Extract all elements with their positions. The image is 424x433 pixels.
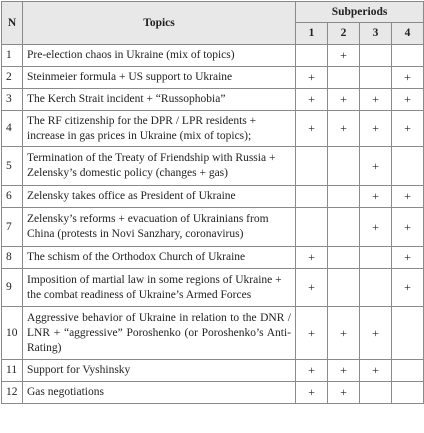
row-number: 6 — [2, 186, 23, 208]
row-mark — [328, 147, 360, 186]
row-topic: Support for Vyshinsky — [23, 360, 296, 382]
row-mark: + — [328, 382, 360, 404]
row-number: 4 — [2, 111, 23, 147]
row-mark — [360, 247, 392, 269]
row-mark: + — [392, 247, 424, 269]
row-mark — [360, 382, 392, 404]
table-row — [2, 45, 424, 67]
row-topic: The schism of the Orthodox Church of Ukraine — [23, 247, 296, 269]
header-subperiod-4: 4 — [392, 23, 424, 45]
row-topic: Gas negotiations — [23, 382, 296, 404]
row-mark — [328, 269, 360, 307]
row-mark: + — [296, 89, 328, 111]
table-row — [2, 67, 424, 89]
row-mark: + — [328, 307, 360, 360]
row-mark: + — [328, 111, 360, 147]
table-header — [2, 2, 424, 45]
row-mark — [360, 67, 392, 89]
row-mark: + — [296, 307, 328, 360]
row-mark: + — [392, 111, 424, 147]
row-mark: + — [296, 111, 328, 147]
header-subperiod-1: 1 — [296, 23, 328, 45]
row-mark — [392, 147, 424, 186]
row-topic: Imposition of martial law in some regions of Ukraine + the combat readiness of Ukraine’s Armed Forces — [23, 269, 296, 307]
row-mark — [328, 67, 360, 89]
row-mark — [392, 360, 424, 382]
row-mark: + — [392, 269, 424, 307]
row-mark: + — [360, 89, 392, 111]
row-number: 5 — [2, 147, 23, 186]
row-mark: + — [360, 208, 392, 247]
row-mark — [328, 247, 360, 269]
row-mark: + — [360, 307, 392, 360]
row-mark: + — [360, 147, 392, 186]
header-subperiods: Subperiods — [296, 2, 424, 23]
row-mark: + — [328, 89, 360, 111]
row-mark — [296, 208, 328, 247]
table-row — [2, 111, 424, 147]
row-mark: + — [296, 247, 328, 269]
header-subperiod-3: 3 — [360, 23, 392, 45]
row-topic: Steinmeier formula + US support to Ukraine — [23, 67, 296, 89]
row-number: 10 — [2, 307, 23, 360]
table-row — [2, 186, 424, 208]
row-mark — [392, 45, 424, 67]
row-number: 3 — [2, 89, 23, 111]
row-topic: Pre-election chaos in Ukraine (mix of topics) — [23, 45, 296, 67]
row-number: 11 — [2, 360, 23, 382]
row-mark: + — [392, 186, 424, 208]
row-mark: + — [328, 360, 360, 382]
row-mark — [392, 307, 424, 360]
row-mark: + — [360, 360, 392, 382]
row-mark — [360, 269, 392, 307]
row-number: 7 — [2, 208, 23, 247]
header-subperiod-2: 2 — [328, 23, 360, 45]
table-row — [2, 208, 424, 247]
row-topic: Aggressive behavior of Ukraine in relation to the DNR / LNR + “aggressive” Poroshenko (or Poroshenko’s Anti-Rating) — [23, 307, 296, 360]
row-mark — [328, 208, 360, 247]
row-mark — [392, 382, 424, 404]
row-number: 8 — [2, 247, 23, 269]
table-row — [2, 269, 424, 307]
table-row — [2, 247, 424, 269]
row-number: 2 — [2, 67, 23, 89]
table-row — [2, 307, 424, 360]
row-mark — [296, 186, 328, 208]
table-row — [2, 382, 424, 404]
table-row — [2, 360, 424, 382]
row-number: 12 — [2, 382, 23, 404]
row-mark — [360, 45, 392, 67]
row-mark: + — [296, 382, 328, 404]
row-mark — [296, 45, 328, 67]
header-topics: Topics — [23, 2, 296, 45]
row-mark — [296, 147, 328, 186]
header-n: N — [2, 2, 23, 45]
row-mark: + — [360, 111, 392, 147]
row-mark: + — [296, 360, 328, 382]
topics-subperiods-table — [1, 1, 424, 404]
table-row — [2, 89, 424, 111]
table-row — [2, 147, 424, 186]
row-mark — [328, 186, 360, 208]
row-mark: + — [328, 45, 360, 67]
row-number: 9 — [2, 269, 23, 307]
row-mark: + — [392, 67, 424, 89]
row-topic: The RF citizenship for the DPR / LPR residents + increase in gas prices in Ukraine (mix of topics); — [23, 111, 296, 147]
row-mark: + — [392, 208, 424, 247]
table-body — [2, 45, 424, 404]
row-topic: The Kerch Strait incident + “Russophobia” — [23, 89, 296, 111]
row-mark: + — [392, 89, 424, 111]
row-number: 1 — [2, 45, 23, 67]
row-topic: Zelensky’s reforms + evacuation of Ukrainians from China (protests in Novi Sanzhary, coronavirus) — [23, 208, 296, 247]
row-topic: Zelensky takes office as President of Ukraine — [23, 186, 296, 208]
row-mark: + — [360, 186, 392, 208]
row-mark: + — [296, 269, 328, 307]
row-mark: + — [296, 67, 328, 89]
row-topic: Termination of the Treaty of Friendship with Russia + Zelensky’s domestic policy (changes + gas) — [23, 147, 296, 186]
